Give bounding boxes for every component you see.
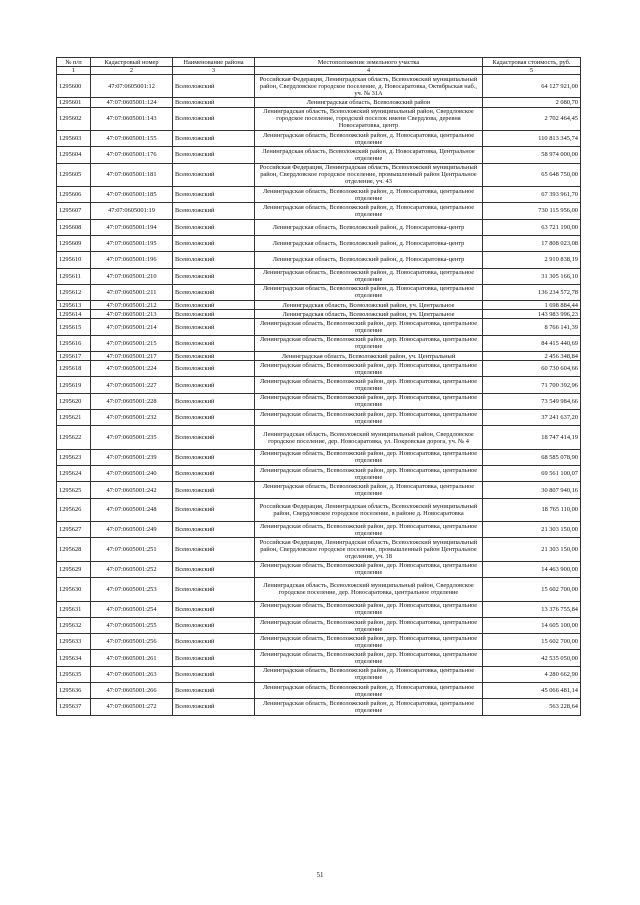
cadastral-value-cell: 15 602 700,00	[483, 578, 581, 601]
location-cell: Ленинградская область, Всеволожский район, дер. Новосаратовка, центральное отделение	[255, 617, 483, 633]
cadastral-value-cell: 8 766 141,39	[483, 319, 581, 335]
district-cell: Всеволожский	[173, 98, 255, 107]
table-row	[57, 466, 581, 482]
table-row	[57, 650, 581, 666]
district-cell: Всеволожский	[173, 361, 255, 377]
district-cell: Всеволожский	[173, 352, 255, 361]
cadastral-number-cell: 47:07:0605001:248	[91, 498, 173, 521]
location-cell: Ленинградская область, Всеволожский район, д. Новосаратовка-центр	[255, 219, 483, 235]
cadastral-value-cell: 71 700 392,96	[483, 377, 581, 393]
cadastral-number-cell: 47:07:0605001:227	[91, 377, 173, 393]
table-row	[57, 98, 581, 107]
district-cell: Всеволожский	[173, 284, 255, 300]
row-number-cell: 1295601	[57, 98, 91, 107]
cadastral-value-cell: 37 241 637,20	[483, 410, 581, 426]
cadastral-number-cell: 47:07:0605001:213	[91, 310, 173, 319]
cadastral-number-cell: 47:07:0605001:254	[91, 601, 173, 617]
row-number-cell: 1295636	[57, 683, 91, 699]
table-row	[57, 377, 581, 393]
location-cell: Ленинградская область, Всеволожский муниципальный район, Свердловское городское поселение, дер. Новосаратовка, центральное отделение	[255, 578, 483, 601]
column-number: 5	[483, 67, 581, 75]
table-row	[57, 666, 581, 682]
location-cell: Ленинградская область, Всеволожский район, дер. Новосаратовка, центральное отделение	[255, 561, 483, 577]
table-row	[57, 482, 581, 498]
table-row	[57, 219, 581, 235]
row-number-cell: 1295600	[57, 75, 91, 98]
cadastral-number-cell: 47:07:0605001:176	[91, 147, 173, 163]
cadastral-number-cell: 47:07:0605001:240	[91, 466, 173, 482]
table-header	[57, 58, 581, 75]
district-cell: Всеволожский	[173, 252, 255, 268]
location-cell: Ленинградская область, Всеволожский район	[255, 98, 483, 107]
cadastral-number-cell: 47:07:0605001:255	[91, 617, 173, 633]
row-number-cell: 1295617	[57, 352, 91, 361]
table-row	[57, 522, 581, 538]
district-cell: Всеволожский	[173, 466, 255, 482]
district-cell: Всеволожский	[173, 235, 255, 251]
location-cell: Ленинградская область, Всеволожский район, д. Новосаратовка, центральное отделение	[255, 131, 483, 147]
table-row	[57, 361, 581, 377]
cadastral-number-cell: 47:07:0605001:228	[91, 393, 173, 409]
district-cell: Всеволожский	[173, 310, 255, 319]
district-cell: Всеволожский	[173, 538, 255, 561]
district-cell: Всеволожский	[173, 219, 255, 235]
column-number: 1	[57, 67, 91, 75]
cadastral-value-cell: 2 910 838,19	[483, 252, 581, 268]
cadastral-number-cell: 47:07:0605001:239	[91, 449, 173, 465]
cadastral-value-cell: 18 765 110,00	[483, 498, 581, 521]
table-row	[57, 699, 581, 715]
cadastral-value-cell: 30 807 940,16	[483, 482, 581, 498]
district-cell: Всеволожский	[173, 666, 255, 682]
row-number-cell: 1295624	[57, 466, 91, 482]
district-cell: Всеволожский	[173, 268, 255, 284]
cadastral-number-cell: 47:07:0605001:235	[91, 426, 173, 449]
column-number: 3	[173, 67, 255, 75]
cadastral-number-cell: 47:07:0605001:124	[91, 98, 173, 107]
cadastral-number-cell: 47:07:0605001:224	[91, 361, 173, 377]
row-number-cell: 1295632	[57, 617, 91, 633]
location-cell: Российская Федерация, Ленинградская область, Всеволожский муниципальный район, Свердловское городское поселение, в районе д. Новосаратовка	[255, 498, 483, 521]
table-row	[57, 634, 581, 650]
row-number-cell: 1295610	[57, 252, 91, 268]
cadastral-number-cell: 47:07:0605001:181	[91, 163, 173, 186]
row-number-cell: 1295605	[57, 163, 91, 186]
row-number-cell: 1295607	[57, 203, 91, 219]
cadastral-value-cell: 63 721 190,00	[483, 219, 581, 235]
row-number-cell: 1295623	[57, 449, 91, 465]
cadastral-number-cell: 47:07:0605001:214	[91, 319, 173, 335]
table-row	[57, 578, 581, 601]
cadastral-number-cell: 47:07:0605001:212	[91, 301, 173, 310]
location-cell: Ленинградская область, Всеволожский район, д. Новосаратовка-центр	[255, 252, 483, 268]
row-number-cell: 1295625	[57, 482, 91, 498]
district-cell: Всеволожский	[173, 319, 255, 335]
cadastral-value-cell: 14 463 900,00	[483, 561, 581, 577]
district-cell: Всеволожский	[173, 163, 255, 186]
header-row-number: № п/п	[57, 58, 91, 67]
cadastral-value-cell: 67 393 961,70	[483, 187, 581, 203]
location-cell: Российская Федерация, Ленинградская область, Всеволожский муниципальный район, Свердловское городское поселение, промышленный район Центральное отделение, уч. 18	[255, 538, 483, 561]
location-cell: Ленинградская область, Всеволожский район, д. Новосаратовка, центральное отделение	[255, 203, 483, 219]
district-cell: Всеволожский	[173, 617, 255, 633]
location-cell: Ленинградская область, Всеволожский район, дер. Новосаратовка, центральное отделение	[255, 377, 483, 393]
district-cell: Всеволожский	[173, 107, 255, 130]
cadastral-value-cell: 73 549 984,66	[483, 393, 581, 409]
cadastral-value-cell: 110 813 345,74	[483, 131, 581, 147]
cadastral-value-cell: 60 730 604,66	[483, 361, 581, 377]
location-cell: Российская Федерация, Ленинградская область, Всеволожский муниципальный район, Свердловское городское поселение, промышленный район Центральное отделение, уч. 43	[255, 163, 483, 186]
cadastral-value-cell: 18 747 414,19	[483, 426, 581, 449]
row-number-cell: 1295621	[57, 410, 91, 426]
cadastral-number-cell: 47:07:0605001:251	[91, 538, 173, 561]
district-cell: Всеволожский	[173, 449, 255, 465]
cadastral-value-cell: 84 415 440,69	[483, 335, 581, 351]
row-number-cell: 1295622	[57, 426, 91, 449]
table-row	[57, 393, 581, 409]
table-row	[57, 319, 581, 335]
cadastral-number-cell: 47:07:0605001:215	[91, 335, 173, 351]
page-number: 51	[316, 871, 324, 879]
cadastral-number-cell: 47:07:0605001:249	[91, 522, 173, 538]
row-number-cell: 1295620	[57, 393, 91, 409]
cadastral-number-cell: 47:07:0605001:19	[91, 203, 173, 219]
table-row	[57, 301, 581, 310]
district-cell: Всеволожский	[173, 75, 255, 98]
table-row	[57, 252, 581, 268]
district-cell: Всеволожский	[173, 410, 255, 426]
cadastral-number-cell: 47:07:0605001:155	[91, 131, 173, 147]
header-cadastral-number: Кадастровый номер	[91, 58, 173, 67]
row-number-cell: 1295608	[57, 219, 91, 235]
table-row	[57, 235, 581, 251]
row-number-cell: 1295635	[57, 666, 91, 682]
location-cell: Ленинградская область, Всеволожский район, дер. Новосаратовка, центральное отделение	[255, 410, 483, 426]
district-cell: Всеволожский	[173, 393, 255, 409]
cadastral-value-cell: 14 605 100,00	[483, 617, 581, 633]
row-number-cell: 1295614	[57, 310, 91, 319]
cadastral-value-cell: 15 602 700,00	[483, 634, 581, 650]
district-cell: Всеволожский	[173, 498, 255, 521]
table-row	[57, 617, 581, 633]
location-cell: Ленинградская область, Всеволожский район, дер. Новосаратовка, центральное отделение	[255, 449, 483, 465]
header-location: Местоположение земельного участка	[255, 58, 483, 67]
table-row	[57, 538, 581, 561]
cadastral-number-cell: 47:07:0605001:211	[91, 284, 173, 300]
row-number-cell: 1295627	[57, 522, 91, 538]
row-number-cell: 1295615	[57, 319, 91, 335]
location-cell: Российская Федерация, Ленинградская область, Всеволожский муниципальный район, Свердловское городское поселение, д. Новосаратовка, Октябрьская наб., уч. № 31А	[255, 75, 483, 98]
district-cell: Всеволожский	[173, 131, 255, 147]
cadastral-number-cell: 47:07:0605001:195	[91, 235, 173, 251]
cadastral-number-cell: 47:07:0605001:252	[91, 561, 173, 577]
row-number-cell: 1295634	[57, 650, 91, 666]
row-number-cell: 1295616	[57, 335, 91, 351]
row-number-cell: 1295630	[57, 578, 91, 601]
location-cell: Ленинградская область, Всеволожский район, д. Новосаратовка, центральное отделение	[255, 666, 483, 682]
cadastral-number-cell: 47:07:0605001:232	[91, 410, 173, 426]
row-number-cell: 1295637	[57, 699, 91, 715]
table-row	[57, 498, 581, 521]
table-row	[57, 75, 581, 98]
cadastral-number-cell: 47:07:0605001:185	[91, 187, 173, 203]
location-cell: Ленинградская область, Всеволожский район, уч. Центральное	[255, 310, 483, 319]
district-cell: Всеволожский	[173, 147, 255, 163]
district-cell: Всеволожский	[173, 187, 255, 203]
district-cell: Всеволожский	[173, 377, 255, 393]
district-cell: Всеволожский	[173, 634, 255, 650]
location-cell: Ленинградская область, Всеволожский район, дер. Новосаратовка, центральное отделение	[255, 335, 483, 351]
cadastral-number-cell: 47:07:0605001:272	[91, 699, 173, 715]
cadastral-number-cell: 47:07:0605001:217	[91, 352, 173, 361]
location-cell: Ленинградская область, Всеволожский район, д. Новосаратовка, центральное отделение	[255, 268, 483, 284]
cadastral-value-cell: 58 974 000,00	[483, 147, 581, 163]
cadastral-value-cell: 2 702 464,45	[483, 107, 581, 130]
row-number-cell: 1295602	[57, 107, 91, 130]
cadastral-number-cell: 47:07:0605001:266	[91, 683, 173, 699]
location-cell: Ленинградская область, Всеволожский район, д. Новосаратовка, центральное отделение	[255, 284, 483, 300]
table-row	[57, 107, 581, 130]
cadastral-value-cell: 13 376 755,84	[483, 601, 581, 617]
row-number-cell: 1295603	[57, 131, 91, 147]
cadastral-value-cell: 21 303 150,00	[483, 538, 581, 561]
row-number-cell: 1295618	[57, 361, 91, 377]
header-cadastral-value: Кадастровая стоимость, руб.	[483, 58, 581, 67]
table-row	[57, 335, 581, 351]
location-cell: Ленинградская область, Всеволожский муниципальный район, Свердловское городское поселение, дер. Новосаратовка, ул. Покровская дорога, уч. № 4	[255, 426, 483, 449]
table-row	[57, 410, 581, 426]
table-row	[57, 284, 581, 300]
district-cell: Всеволожский	[173, 203, 255, 219]
row-number-cell: 1295626	[57, 498, 91, 521]
table-row	[57, 147, 581, 163]
cadastral-value-cell: 31 305 166,10	[483, 268, 581, 284]
column-number: 4	[255, 67, 483, 75]
table-row	[57, 268, 581, 284]
table-row	[57, 683, 581, 699]
table-row	[57, 426, 581, 449]
cadastral-value-cell: 730 115 956,00	[483, 203, 581, 219]
cadastral-number-cell: 47:07:0605001:263	[91, 666, 173, 682]
cadastral-number-cell: 47:07:0605001:256	[91, 634, 173, 650]
district-cell: Всеволожский	[173, 482, 255, 498]
column-number: 2	[91, 67, 173, 75]
row-number-cell: 1295619	[57, 377, 91, 393]
table-body	[57, 75, 581, 716]
cadastral-value-cell: 17 808 023,08	[483, 235, 581, 251]
district-cell: Всеволожский	[173, 650, 255, 666]
row-number-cell: 1295628	[57, 538, 91, 561]
cadastral-value-cell: 2 456 348,84	[483, 352, 581, 361]
location-cell: Ленинградская область, Всеволожский район, д. Новосаратовка, центральное отделение	[255, 187, 483, 203]
district-cell: Всеволожский	[173, 426, 255, 449]
location-cell: Ленинградская область, Всеволожский район, дер. Новосаратовка, центральное отделение	[255, 361, 483, 377]
location-cell: Ленинградская область, Всеволожский район, дер. Новосаратовка, центральное отделение	[255, 522, 483, 538]
cadastral-number-cell: 47:07:0605001:12	[91, 75, 173, 98]
cadastral-value-cell: 68 585 078,90	[483, 449, 581, 465]
cadastral-value-cell: 2 080,70	[483, 98, 581, 107]
location-cell: Ленинградская область, Всеволожский район, дер. Новосаратовка, центральное отделение	[255, 393, 483, 409]
location-cell: Ленинградская область, Всеволожский район, уч. Центральный	[255, 352, 483, 361]
table-row	[57, 187, 581, 203]
location-cell: Ленинградская область, Всеволожский район, дер. Новосаратовка, центральное отделение	[255, 650, 483, 666]
location-cell: Ленинградская область, Всеволожский район, дер. Новосаратовка, центральное отделение	[255, 634, 483, 650]
district-cell: Всеволожский	[173, 522, 255, 538]
cadastral-value-cell: 1 698 884,44	[483, 301, 581, 310]
cadastral-value-cell: 4 280 662,90	[483, 666, 581, 682]
location-cell: Ленинградская область, Всеволожский район, д. Новосаратовка, Центральное отделение	[255, 147, 483, 163]
district-cell: Всеволожский	[173, 561, 255, 577]
row-number-cell: 1295613	[57, 301, 91, 310]
location-cell: Ленинградская область, Всеволожский район, уч. Центральное	[255, 301, 483, 310]
cadastral-value-cell: 136 234 572,78	[483, 284, 581, 300]
location-cell: Ленинградская область, Всеволожский район, д. Новосаратовка, центральное отделение	[255, 482, 483, 498]
cadastral-number-cell: 47:07:0605001:194	[91, 219, 173, 235]
district-cell: Всеволожский	[173, 335, 255, 351]
table-row	[57, 601, 581, 617]
table-row	[57, 449, 581, 465]
cadastral-value-cell: 65 648 750,00	[483, 163, 581, 186]
table-row	[57, 131, 581, 147]
table-row	[57, 163, 581, 186]
row-number-cell: 1295609	[57, 235, 91, 251]
location-cell: Ленинградская область, Всеволожский район, д. Новосаратовка-центр	[255, 235, 483, 251]
cadastral-number-cell: 47:07:0605001:261	[91, 650, 173, 666]
cadastral-number-cell: 47:07:0605001:253	[91, 578, 173, 601]
header-district-name: Наименование района	[173, 58, 255, 67]
cadastral-value-cell: 21 303 150,00	[483, 522, 581, 538]
cadastral-value-cell: 563 228,64	[483, 699, 581, 715]
cadastral-number-cell: 47:07:0605001:196	[91, 252, 173, 268]
location-cell: Ленинградская область, Всеволожский район, дер. Новосаратовка, центральное отделение	[255, 319, 483, 335]
cadastral-value-cell: 45 066 481,14	[483, 683, 581, 699]
row-number-cell: 1295604	[57, 147, 91, 163]
location-cell: Ленинградская область, Всеволожский район, дер. Новосаратовка, центральное отделение	[255, 601, 483, 617]
row-number-cell: 1295611	[57, 268, 91, 284]
table-row	[57, 352, 581, 361]
district-cell: Всеволожский	[173, 699, 255, 715]
row-number-cell: 1295612	[57, 284, 91, 300]
cadastral-number-cell: 47:07:0605001:242	[91, 482, 173, 498]
cadastral-value-cell: 69 561 100,07	[483, 466, 581, 482]
district-cell: Всеволожский	[173, 601, 255, 617]
location-cell: Ленинградская область, Всеволожский район, д. Новосаратовка, центральное отделение	[255, 699, 483, 715]
table-row	[57, 310, 581, 319]
location-cell: Ленинградская область, Всеволожский район, дер. Новосаратовка, центральное отделение	[255, 466, 483, 482]
cadastral-value-table	[56, 57, 581, 716]
district-cell: Всеволожский	[173, 683, 255, 699]
cadastral-number-cell: 47:07:0605001:143	[91, 107, 173, 130]
cadastral-value-cell: 64 127 921,00	[483, 75, 581, 98]
row-number-cell: 1295631	[57, 601, 91, 617]
cadastral-value-cell: 42 535 050,00	[483, 650, 581, 666]
row-number-cell: 1295633	[57, 634, 91, 650]
row-number-cell: 1295606	[57, 187, 91, 203]
district-cell: Всеволожский	[173, 578, 255, 601]
location-cell: Ленинградская область, Всеволожский район, д. Новосаратовка, центральное отделение	[255, 683, 483, 699]
cadastral-value-cell: 143 983 996,23	[483, 310, 581, 319]
location-cell: Ленинградская область, Всеволожский муниципальный район, Свердловское городское поселение, городской поселок имени Свердлова, деревня Новосаратовка, центр	[255, 107, 483, 130]
table-row	[57, 203, 581, 219]
district-cell: Всеволожский	[173, 301, 255, 310]
row-number-cell: 1295629	[57, 561, 91, 577]
cadastral-number-cell: 47:07:0605001:210	[91, 268, 173, 284]
table-row	[57, 561, 581, 577]
